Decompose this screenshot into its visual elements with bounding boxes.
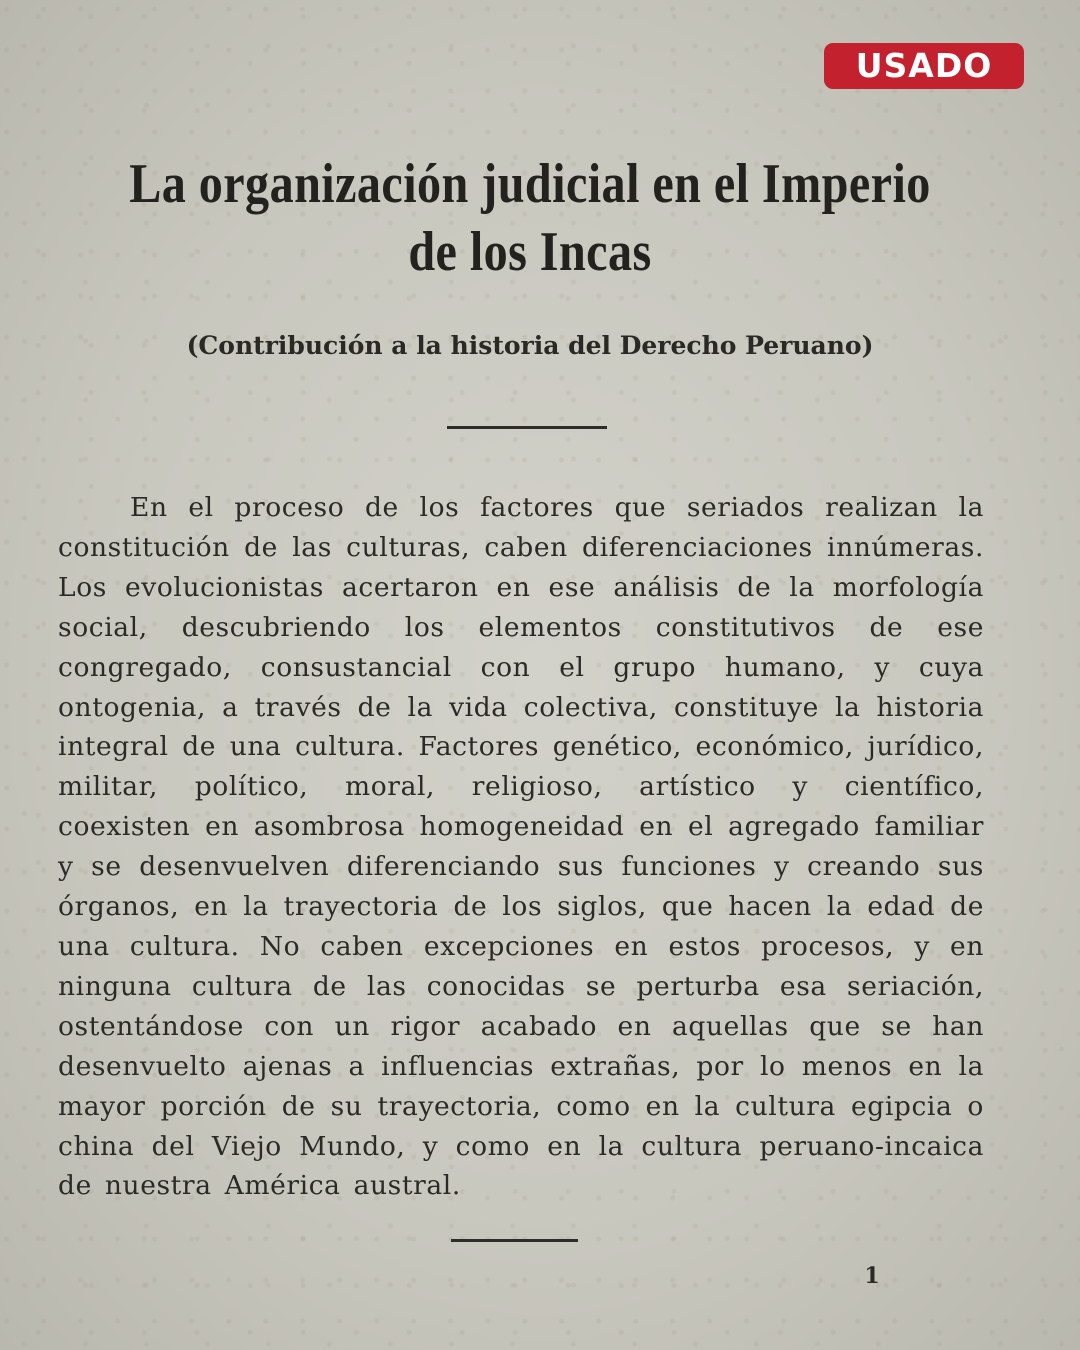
page-subtitle: (Contribución a la historia del Derecho Peruano) bbox=[186, 331, 874, 360]
bottom-divider bbox=[451, 1239, 578, 1242]
used-badge: USADO bbox=[824, 43, 1024, 89]
page-number: 1 bbox=[864, 1263, 880, 1289]
body-paragraph: En el proceso de los factores que seriados realizan la constitución de las culturas, caben diferenciaciones innúmeras. Los evolucionistas acertaron en ese análisis de la morfología social, descubriendo los elementos constitutivos de ese congregado, consustancial con el grupo humano, y cuya ontogenia, a través de la vida colectiva, constituye la historia integral de una cultura. Factores genético, económico, jurídico, militar, político, moral, religioso, artístico y científico, coexisten en asombrosa homogeneidad en el agregado familiar y se desenvuelven diferenciando sus funciones y creando sus órganos, en la trayectoria de los siglos, que hacen la edad de una cultura. No caben excepciones en estos procesos, y en ninguna cultura de las conocidas se perturba esa seriación, ostentándose con un rigor acabado en aquellas que se han desenvuelto ajenas a influencias extrañas, por lo menos en la mayor porción de su trayectoria, como en la cultura egipcia o china del Viejo Mundo, y como en la cultura peruano-incaica de nuestra América austral. bbox=[58, 492, 984, 1202]
top-divider bbox=[447, 426, 607, 429]
page-title: La organización judicial en el Imperio de los Incas bbox=[129, 153, 931, 283]
